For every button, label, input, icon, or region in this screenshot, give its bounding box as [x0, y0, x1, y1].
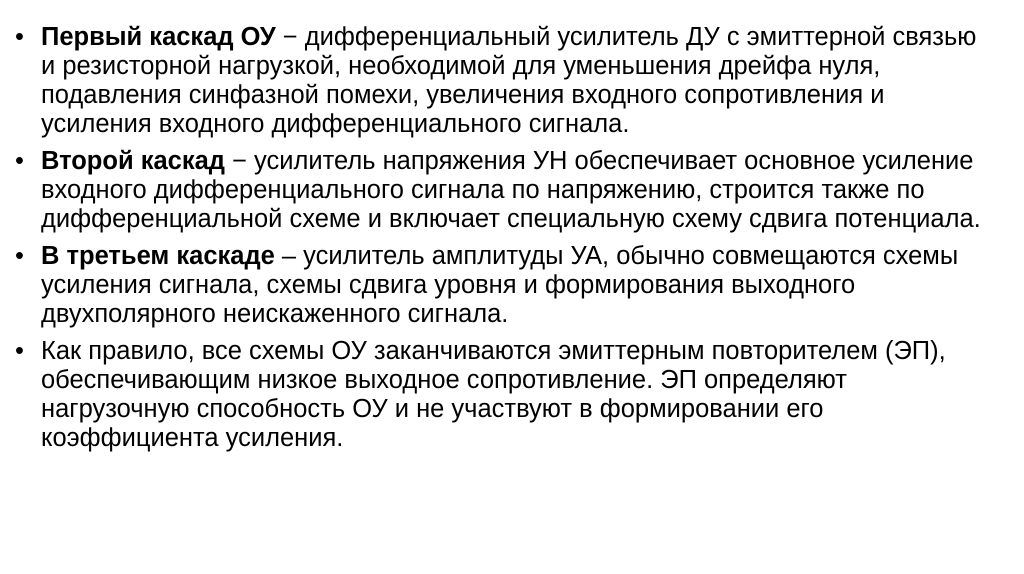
bullet-term: Первый каскад ОУ [41, 23, 276, 51]
bullet-item-emitter-follower [14, 337, 984, 453]
bullet-item-first-stage [14, 23, 984, 139]
bullet-item-third-stage [14, 242, 984, 329]
bullet-list [14, 23, 984, 453]
bullet-marker: • [15, 337, 24, 365]
bullet-term: Второй каскад [41, 147, 225, 175]
bullet-marker: • [15, 147, 24, 175]
bullet-term: В третьем каскаде [41, 242, 275, 270]
bullet-item-second-stage [14, 147, 984, 234]
bullet-text: − усилитель напряжения УН обеспечивает основное усиление входного дифференциального сигнала по напряжению, строится также по дифференциальной схеме и включает специальную схему сдвига потенциала. [41, 147, 981, 233]
bullet-marker: • [15, 23, 24, 51]
bullet-text: Как правило, все схемы ОУ заканчиваются эмиттерным повторителем (ЭП), обеспечивающим низкое выходное сопротивление. ЭП определяют нагрузочную способность ОУ и не участвуют в формировании его коэффициента усиления. [41, 337, 946, 452]
bullet-text: − дифференциальный усилитель ДУ с эмиттерной связью и резисторной нагрузкой, необходимой для уменьшения дрейфа нуля, подавления синфазной помехи, увеличения входного сопротивления и усиления входного дифференциального сигнала. [41, 23, 977, 138]
bullet-marker: • [15, 242, 24, 270]
bullet-text: – усилитель амплитуды УА, обычно совмещаются схемы усиления сигнала, схемы сдвига уровня и формирования выходного двухполярного неискаженного сигнала. [41, 242, 959, 328]
